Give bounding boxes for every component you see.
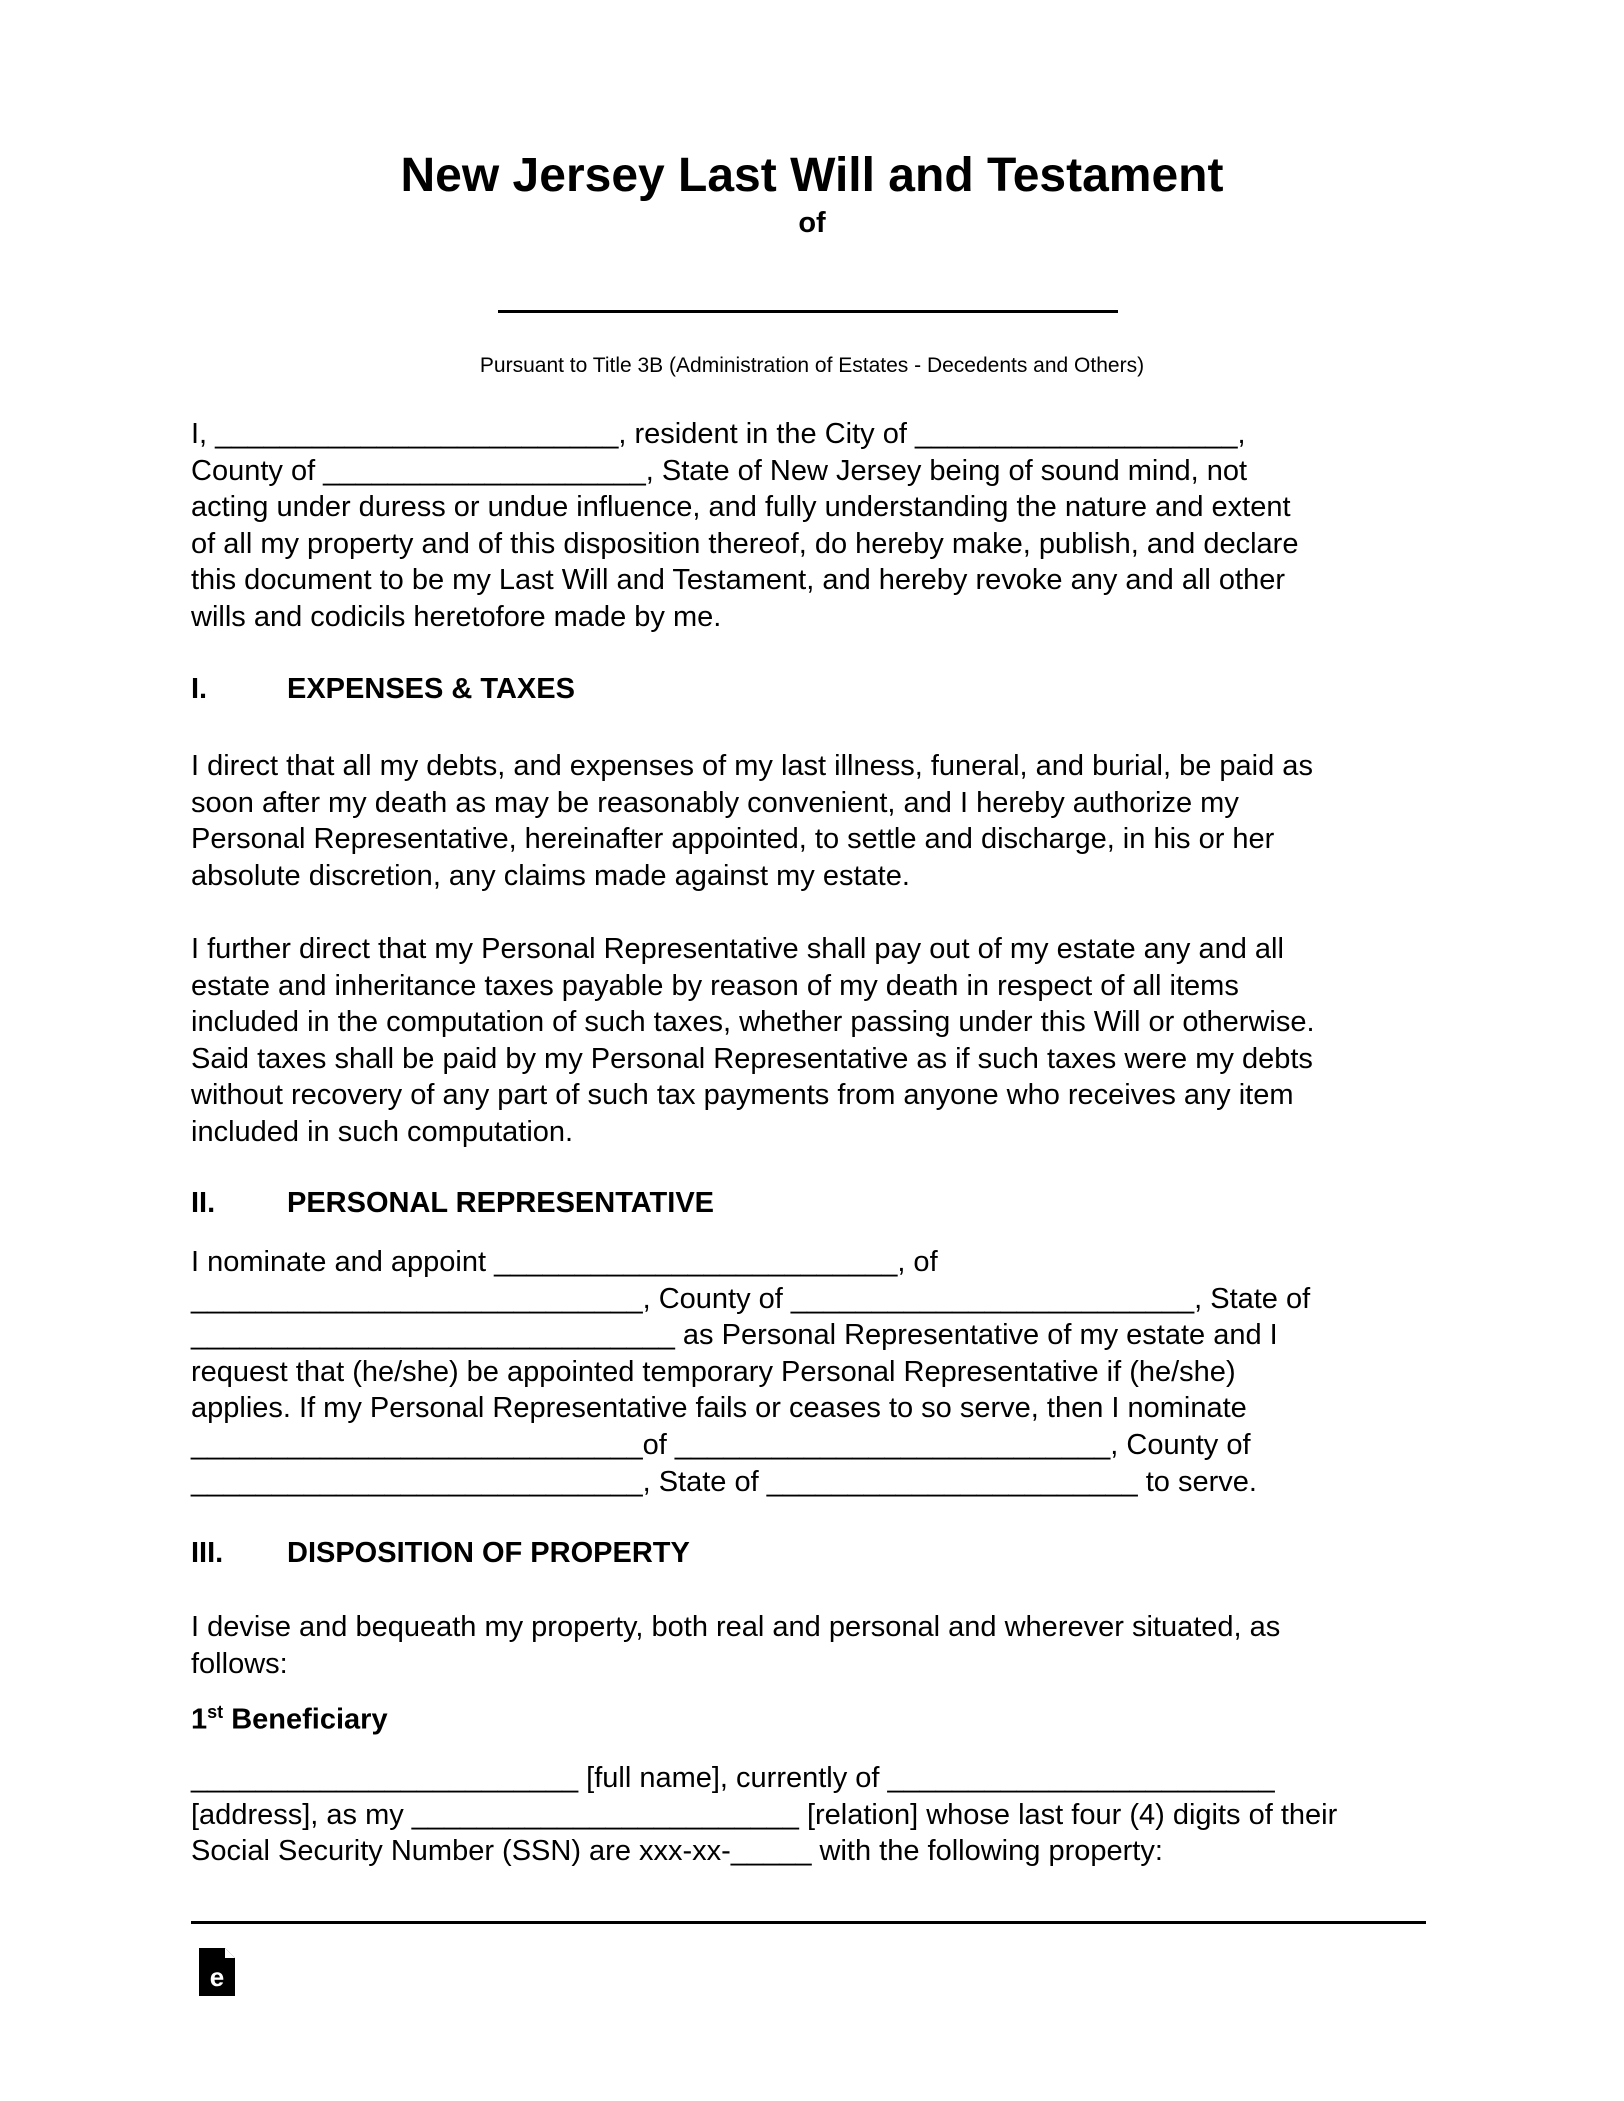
paragraph-line: included in such computation. xyxy=(191,1115,574,1148)
paragraph-line: ____________________________, County of _________________________, State of xyxy=(191,1282,1311,1315)
paragraph-line: I devise and bequeath my property, both real and personal and wherever situated, as xyxy=(191,1611,1281,1643)
expenses-paragraph-1 xyxy=(191,748,1441,894)
beneficiary-paragraph xyxy=(191,1760,1441,1870)
paragraph-line: I nominate and appoint _________________________, of xyxy=(191,1246,938,1278)
section-number: I. xyxy=(191,673,208,705)
paragraph-line: ______________________________ as Personal Representative of my estate and I xyxy=(191,1319,1278,1352)
svg-text:e: e xyxy=(209,1962,225,1992)
expenses-paragraph-2 xyxy=(191,931,1441,1151)
paragraph-line: follows: xyxy=(191,1647,288,1680)
paragraph-line: Personal Representative, hereinafter appointed, to settle and discharge, in his or her xyxy=(191,823,1275,856)
paragraph-line: included in the computation of such taxes, whether passing under this Will or otherwise. xyxy=(191,1006,1315,1039)
beneficiary-ordinal-suffix: st xyxy=(207,1702,224,1722)
representative-paragraph xyxy=(191,1244,1441,1500)
intro-line: County of ____________________, State of New Jersey being of sound mind, not xyxy=(191,454,1248,487)
section-heading-disposition xyxy=(191,1537,690,1570)
section-title: PERSONAL REPRESENTATIVE xyxy=(287,1187,715,1219)
pursuant-statement: Pursuant to Title 3B (Administration of Estates - Decedents and Others) xyxy=(479,354,1145,377)
section-title: EXPENSES & TAXES xyxy=(287,673,575,705)
disposition-paragraph xyxy=(191,1609,1441,1682)
title-of: of xyxy=(798,207,826,239)
section-title: DISPOSITION OF PROPERTY xyxy=(287,1537,690,1569)
section-heading-representative xyxy=(191,1187,714,1220)
intro-paragraph xyxy=(191,416,1441,636)
intro-line: of all my property and of this disposition thereof, do hereby make, publish, and declare xyxy=(191,527,1299,560)
paragraph-line: soon after my death as may be reasonably convenient, and I hereby authorize my xyxy=(191,786,1239,819)
intro-line: this document to be my Last Will and Testament, and hereby revoke any and all other xyxy=(191,564,1286,597)
paragraph-line: applies. If my Personal Representative fails or ceases to so serve, then I nominate xyxy=(191,1392,1247,1425)
paragraph-line: estate and inheritance taxes payable by reason of my death in respect of all items xyxy=(191,969,1239,1002)
beneficiary-heading xyxy=(191,1702,388,1737)
paragraph-line: Social Security Number (SSN) are xxx-xx-_____ with the following property: xyxy=(191,1835,1163,1868)
section-number: III. xyxy=(191,1537,224,1569)
paragraph-line: I further direct that my Personal Representative shall pay out of my estate any and all xyxy=(191,933,1284,965)
testator-name-line[interactable] xyxy=(498,310,1118,313)
paragraph-line: Said taxes shall be paid by my Personal Representative as if such taxes were my debts xyxy=(191,1042,1313,1075)
paragraph-line: ____________________________, State of _______________________ to serve. xyxy=(191,1465,1257,1498)
paragraph-line: request that (he/she) be appointed temporary Personal Representative if (he/she) xyxy=(191,1355,1236,1388)
section-number: II. xyxy=(191,1187,216,1219)
section-heading-expenses xyxy=(191,673,575,706)
beneficiary-label: Beneficiary xyxy=(223,1703,388,1736)
paragraph-line: I direct that all my debts, and expenses of my last illness, funeral, and burial, be paid as xyxy=(191,750,1313,782)
document-title: New Jersey Last Will and Testament xyxy=(400,149,1224,202)
paragraph-line: absolute discretion, any claims made against my estate. xyxy=(191,859,910,892)
eforms-logo-icon xyxy=(199,1948,235,1996)
footer-rule xyxy=(191,1921,1426,1924)
paragraph-line: [address], as my ________________________ [relation] whose last four (4) digits of their xyxy=(191,1798,1338,1831)
beneficiary-ordinal: 1 xyxy=(191,1703,208,1736)
paragraph-line: ________________________ [full name], currently of ________________________ xyxy=(191,1762,1275,1794)
intro-line: acting under duress or undue influence, and fully understanding the nature and extent xyxy=(191,491,1291,524)
intro-line: wills and codicils heretofore made by me. xyxy=(191,600,722,633)
paragraph-line: without recovery of any part of such tax payments from anyone who receives any item xyxy=(191,1079,1294,1112)
paragraph-line: ____________________________of ___________________________, County of xyxy=(191,1428,1251,1461)
intro-line: I, _________________________, resident in the City of ____________________, xyxy=(191,418,1246,450)
